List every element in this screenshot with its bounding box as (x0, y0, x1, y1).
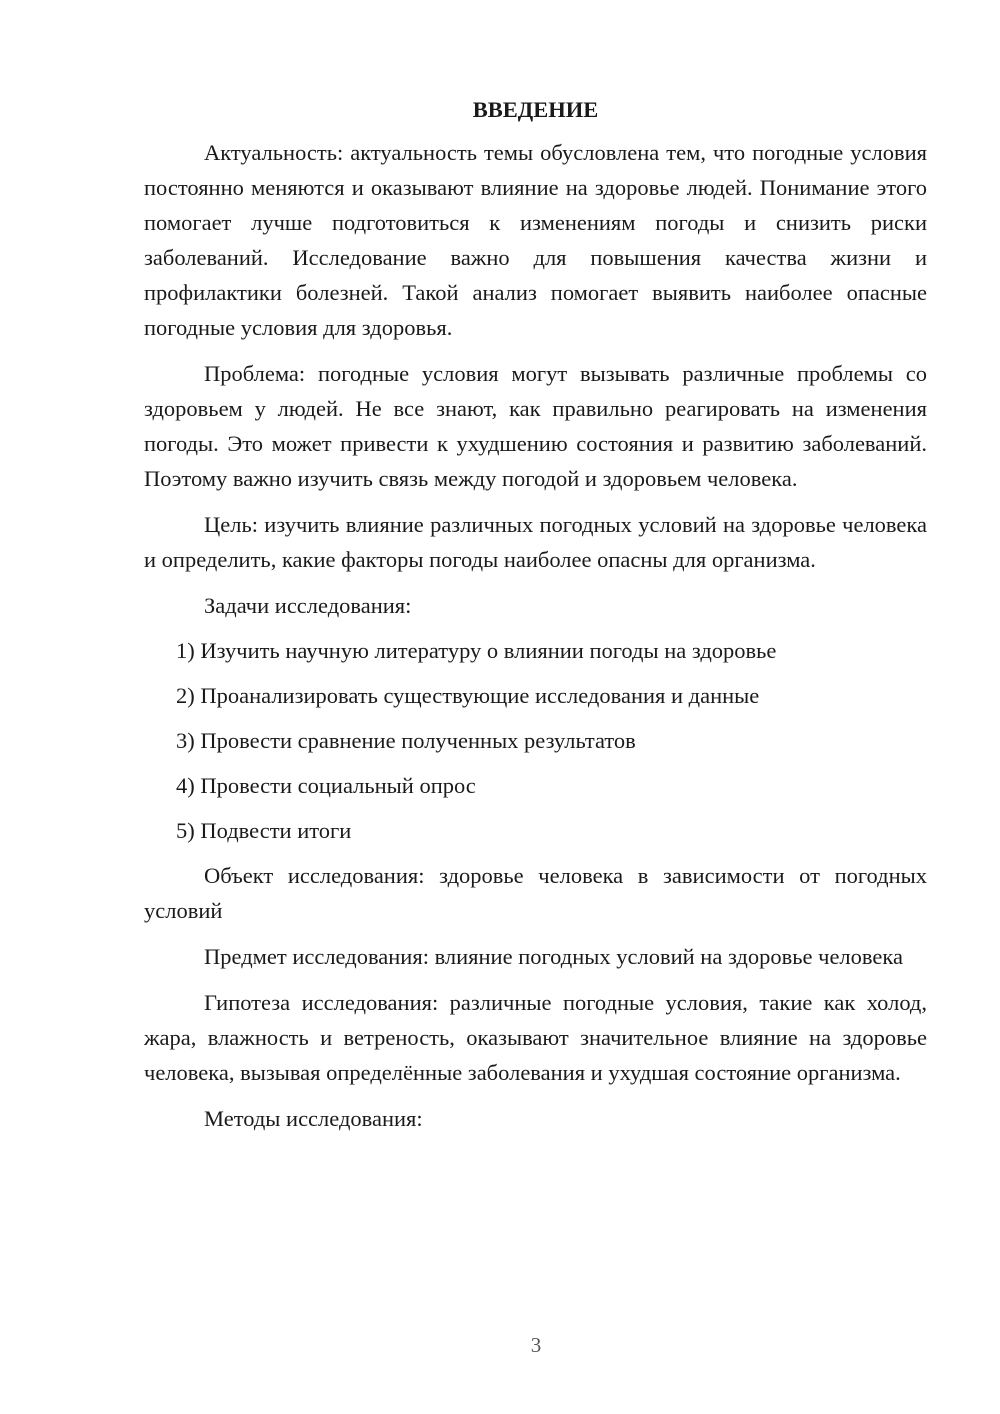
subject-paragraph: Предмет исследования: влияние погодных условий на здоровье человека (204, 944, 903, 969)
methods-title: Методы исследования: (204, 1106, 423, 1131)
list-item: 3) Провести сравнение полученных результатов (176, 728, 636, 753)
problem-paragraph: Проблема: погодные условия могут вызывать различные проблемы со здоровьем у людей. Не все знают, как правильно реагировать на изменения погоды. Это может привести к ухудшению состояния и развитию заболеваний. Поэтому важно изучить связь между погодой и здоровьем человека. (144, 361, 927, 491)
page-number: 3 (530, 1333, 542, 1357)
object-paragraph: Объект исследования: здоровье человека в зависимости от погодных условий (144, 863, 927, 923)
list-item: 5) Подвести итоги (176, 818, 352, 843)
list-item: 2) Проанализировать существующие исследования и данные (176, 683, 760, 708)
tasks-title: Задачи исследования: (204, 593, 412, 618)
goal-paragraph: Цель: изучить влияние различных погодных условий на здоровье человека и определить, какие факторы погоды наиболее опасны для организма. (144, 512, 927, 572)
page-content (144, 92, 927, 1147)
relevance-paragraph: Актуальность: актуальность темы обусловлена тем, что погодные условия постоянно меняются и оказывают влияние на здоровье людей. Понимание этого помогает лучше подготовиться к изменениям погоды и снизить риски заболеваний. Исследование важно для повышения качества жизни и профилактики болезней. Такой анализ помогает выявить наиболее опасные погодные условия для здоровья. (144, 140, 927, 340)
list-item: 1) Изучить научную литературу о влиянии погоды на здоровье (176, 638, 777, 663)
section-heading: ВВЕДЕНИЕ (472, 97, 599, 122)
tasks-list (144, 633, 927, 848)
list-item: 4) Провести социальный опрос (176, 773, 476, 798)
hypothesis-paragraph: Гипотеза исследования: различные погодные условия, такие как холод, жара, влажность и ветреность, оказывают значительное влияние на здоровье человека, вызывая определённые заболевания и ухудшая состояние организма. (144, 990, 927, 1085)
